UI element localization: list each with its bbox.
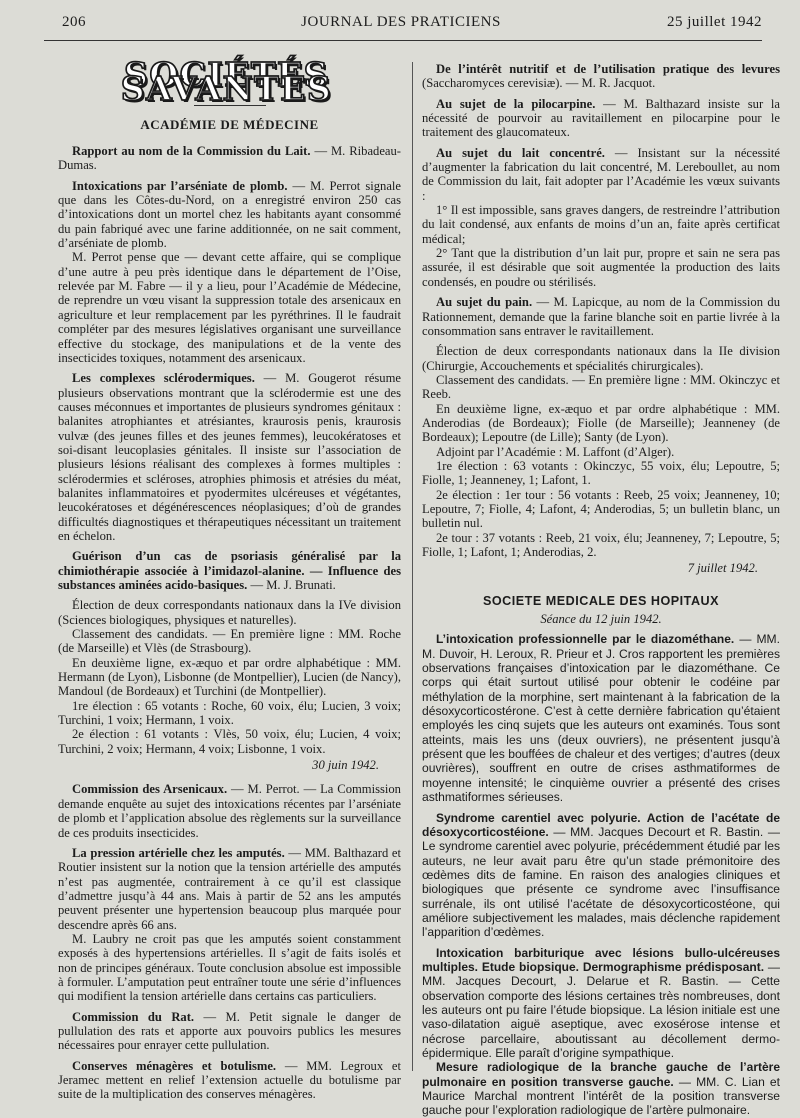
seance-date: Séance du 12 juin 1942. [540,612,662,627]
article-heading: Rapport au nom de la Commission du Lait. [72,144,311,159]
article-heading: Intoxication barbiturique avec lésions bullo-ulcéreuses multiples. Etude biopsique. Dermographisme prédisposant. [422,945,780,974]
article-body: — M. Petit signale le danger de pullulation des rats et apporte aux pouvoirs publics les mesures nécessaires pour enrayer cette pullulation. [58,1009,402,1053]
article-heading: L’intoxication professionnelle par le diazométhane. [436,632,735,647]
masthead: SOCIÉTÉS SAVANTES [120,55,333,109]
article-paragraph [58,656,401,699]
article-paragraph [422,531,780,560]
article-body: — M. Ribadeau-Dumas. [58,144,402,173]
article-body: 2° Tant que la distribution d’un lait pur, propre et sain ne sera pas assurée, il est désirable que soit augmentée la production des laits condensés, en poudre ou stérilisés. [422,246,780,289]
article-paragraph [58,179,401,251]
article-body: — MM. C. Lian et Maurice Marchal montrent l’intérêt de la position transverse gauche pour l’exploration radiologique de l’artère pulmonaire. [422,1074,780,1118]
article-body: Élection de deux correspondants nationaux dans la IVe division (Sciences biologiques, physiques et naturelles). [58,598,401,627]
article-paragraph [422,62,780,91]
article-heading: Les complexes sclérodermiques. [72,371,255,386]
article-paragraph [58,727,401,756]
section-title-hopitaux: SOCIETE MEDICALE DES HOPITAUX [482,593,720,608]
article-body: Classement des candidats. — En première ligne : MM. Roche (de Marseille) et Vlès (de Strasbourg). [58,627,401,656]
article-paragraph [58,627,401,656]
article-paragraph [58,371,401,543]
article-paragraph [422,445,780,459]
article-paragraph [422,344,780,373]
article-heading: La pression artérielle chez les amputés. [72,845,285,860]
article-body: Classement des candidats. — En première ligne : MM. Okinczyc et Reeb. [422,372,780,402]
article-paragraph [422,946,780,1061]
section-title-academie: ACADÉMIE DE MÉDECINE [140,116,319,132]
article-paragraph [58,1059,401,1102]
article-heading: Au sujet du lait concentré. [436,145,605,160]
article-heading: Guérison d’un cas de psoriasis généralisé par la chimiothérapie associée à l’imidazol-alanine. — Influence des substances aminées acido-basiques. [58,549,401,592]
article-body: Adjoint par l’Académie : M. Laffont (d’Alger). [436,444,675,459]
right-column [422,62,780,1118]
column-separator [412,62,413,1071]
session-date: 30 juin 1942. [312,758,379,773]
article-body: — MM. Jacques Decourt, J. Delarue et R. Bastin. — Cette observation comporte des lésions certaines très nombreuses, dont les auteurs ont pu faire l’étude biopsique. La lésion initiale est une vaso-dilatation aiguë aseptique, avec exosérose intense et nécrose parcellaire, aboutissant au décollement dermo-épidermique. Elle paraît d’origine sympathique. [422,959,780,1060]
page-number: 206 [62,14,86,30]
article-paragraph [58,932,401,1004]
article-paragraph [422,203,780,246]
article-paragraph [58,598,401,627]
article-body: — MM. Jacques Decourt et R. Bastin. — Le syndrome carentiel avec polyurie, précédemment étudié par les auteurs, ne leur avait paru être qu’un stade prémonitoire des œdèmes dits de famine. En raison des analogies cliniques et biologiques que présente ce syndrome avec l’insuffisance surrénale, ils ont utilisé l’acétate de désoxycorticostéone, qui améliore subjectivement les malades, mais déclenche rapidement l’apparition d’œdèmes. [422,824,780,940]
article-body: 2e élection : 61 votants : Vlès, 50 voix, élu; Lucien, 4 voix; Turchini, 2 voix; Hermann, 4 voix; Lisbonne, 1 voix. [58,727,401,756]
article-body: — Insistant sur la nécessité d’augmenter la fabrication du lait concentré, M. Lereboullet, au nom de Commission du lait, fait adopter par l’Académie les vœux suivants : [422,145,780,203]
article-paragraph [58,699,401,728]
article-body: M. Laubry ne croit pas que les amputés soient constamment exposés à des hypertensions artérielles. Il s’agit de faits isolés et non de principes généraux. Toute conclusion absolue est impossible à formuler. L’amputation peut entraîner toute une série d’influences qui modifient la tension artérielle dans certains cas particuliers. [58,931,401,1004]
article-body: M. Perrot pense que — devant cette affaire, qui se complique d’une autre à peu près identique dans le département de l’Oise, relevée par M. Fabre — il y a lieu, pour l’Académie de Médecine, de reprendre un vœu visant la suppression totale des arsenicaux en agriculture et leur remplacement par les pyréthrines. Il le faudrait compléter par des mesures législatives organisant une surveillance effective du stockage, des manipulations et de la vente des insecticides toxiques, notamment des arsenicaux. [58,250,401,365]
article-paragraph [422,632,780,804]
running-header [40,14,762,38]
journal-title: JOURNAL DES PRATICIENS [301,14,501,30]
article-body: En deuxième ligne, ex-æquo et par ordre alphabétique : MM. Hermann (de Lyon), Lisbonne (de Montpellier), Lucien (de Nancy), Mandoul (de Bordeaux) et Turchini (de Montpellier). [58,655,401,699]
article-body: — M. Gougerot résume plusieurs observations montrant que la sclérodermie est une des causes méconnues et importantes de plusieurs syndromes génitaux : balanites atrophiantes et atrésiantes, kraurosis penis, kraurosis vulvæ (des jeunes filles et des jeunes femmes), leucokératoses et soi-disant leucoplasies génitales. Il insiste sur l’association de plusieurs lésions réalisant des complexes à formes multiples : sclérodermies et scléroses, atrophies phimosis et atrésies du méat, balanites inflammatoires et pyodermites ulcéreuses et végétantes, leucokératoses et dégénérescences néoplasiques; d’où de grandes difficultés diagnostiques et thérapeutiques nécessitant un traitement en échelon. [58,371,401,543]
article-heading: Syndrome carentiel avec polyurie. Action de l’acétate de désoxycorticostéione. [422,810,780,839]
article-paragraph [422,811,780,940]
article-paragraph [422,373,780,402]
article-heading: De l’intérêt nutritif et de l’utilisation pratique des levures [436,62,780,76]
article-heading: Conserves ménagères et botulisme. [72,1058,277,1073]
article-paragraph [422,402,780,445]
article-body: — MM. Balthazard et Routier insistent sur la notion que la tension artérielle des amputés n’est pas augmentée, contrairement à ce qu’il est classique d’admettre jusqu’à 44 ans. Mais à partir de 52 ans les amputés peuvent présenter une hypertension beaucoup plus marquée pour descendre après 66 ans. [58,845,401,932]
article-paragraph [422,488,780,531]
header-rule [44,40,762,41]
article-body: — M. Lapicque, au nom de la Commission du Rationnement, demande que la farine blanche soit en partie livrée à la consommation sans entraver le ravitaillement. [422,295,780,338]
article-body: — MM. Legroux et Jeramec mettent en relief l’extension actuelle du botulisme par suite de la multiplication des conserves ménagères. [58,1058,401,1102]
article-paragraph [58,250,401,365]
article-body: En deuxième ligne, ex-æquo et par ordre alphabétique : MM. Anderodias (de Bordeaux); Fiolle (de Marseille); Jeanneney (de Bordeaux); Lepoutre (de Lille); Santy (de Lyon). [422,401,780,445]
article-paragraph [422,246,780,289]
article-body: 1° Il est impossible, sans graves dangers, de restreindre l’attribution du lait condensé, aux enfants de moins d’un an, faite après certificat médical; [422,203,780,246]
article-body: 2e élection : 1er tour : 56 votants : Reeb, 25 voix; Jeanneney, 10; Lepoutre, 7; Fiolle, 4; Lafont, 4; Anderodias, 5; un bulletin blanc, un bulletin nul. [422,487,780,531]
article-paragraph [422,295,780,338]
article-paragraph [58,846,401,932]
article-heading: Commission des Arsenicaux. [72,782,228,797]
article-heading: Commission du Rat. [72,1009,195,1024]
article-body: Élection de deux correspondants nationaux dans la IIe division (Chirurgie, Accouchements et spécialités chirurgicales). [422,344,780,373]
article-body: — M. J. Brunati. [247,578,336,592]
article-body: 1re élection : 63 votants : Okinczyc, 55 voix, élu; Lepoutre, 5; Fiolle, 1; Jeanneney, 1; Lafont, 1. [422,458,780,488]
article-heading: Au sujet du pain. [436,295,533,310]
issue-date: 25 juillet 1942 [667,14,762,30]
article-body: — M. Perrot. — La Commission demande enquête au sujet des intoxications récentes par l’arséniate de plomb et l’application absolue des règlements sur la surveillance de ces produits insecticides. [58,782,401,840]
article-body: (Saccharomyces cerevisiæ). — M. R. Jacquot. [422,76,656,91]
article-body: — M. Balthazard insiste sur la nécessité de pourvoir au ravitaillement en pilocarpine pour le traitement des glaucomateux. [422,96,780,140]
article-paragraph [58,782,401,839]
article-body: 1re élection : 65 votants : Roche, 60 voix, élu; Lucien, 3 voix; Turchini, 1 voix; Hermann, 1 voix. [58,698,401,728]
article-paragraph [58,144,401,173]
session-date: 7 juillet 1942. [687,561,758,576]
article-heading: Au sujet de la pilocarpine. [436,96,596,111]
article-paragraph [422,1060,780,1117]
article-paragraph [58,549,401,592]
article-paragraph [422,146,780,203]
left-column [58,55,402,1102]
article-heading: Intoxications par l’arséniate de plomb. [72,178,288,193]
article-paragraph [58,1010,401,1053]
article-body: — MM. M. Duvoir, H. Leroux, R. Prieur et J. Cros rapportent les premières observations françaises d’intoxication par le diazométhane. Ce corps qui était surtout utilisé pour obtenir le codéine par méthylation de la morphine, sert maintenant à la fabrication de la désoxycorticostérone. C’est à cette dernière fabrication qu’étaient employés les cinq sujets que les auteurs ont examinés. Tous sont atteints, mais les uns (deux ouvriers), ne présentent jusqu’à présent que les bouffées de chaleur et des vertiges; d’autres (deux ouvrières), souffrent en outre de crises asthmatiformes de moyenne intensité; le cinquième ouvrier a présenté des crises asthmatiformes sérieuses. [422,632,780,805]
article-paragraph [422,97,780,140]
article-body: — M. Perrot signale que dans les Côtes-du-Nord, on a enregistré environ 250 cas d’intoxications dont un mortel chez les habitants ayant consommé du pain fabriqué avec une farine additionnée, on ne sait comment, d’arséniate de plomb. [58,178,401,251]
article-paragraph [422,459,780,488]
article-heading: Mesure radiologique de la branche gauche de l’artère pulmonaire en position transverse gauche. [422,1060,780,1089]
article-body: 2e tour : 37 votants : Reeb, 21 voix, élu; Jeanneney, 7; Lepoutre, 5; Fiolle, 1; Lafont, 1; Anderodias, 2. [422,530,780,559]
